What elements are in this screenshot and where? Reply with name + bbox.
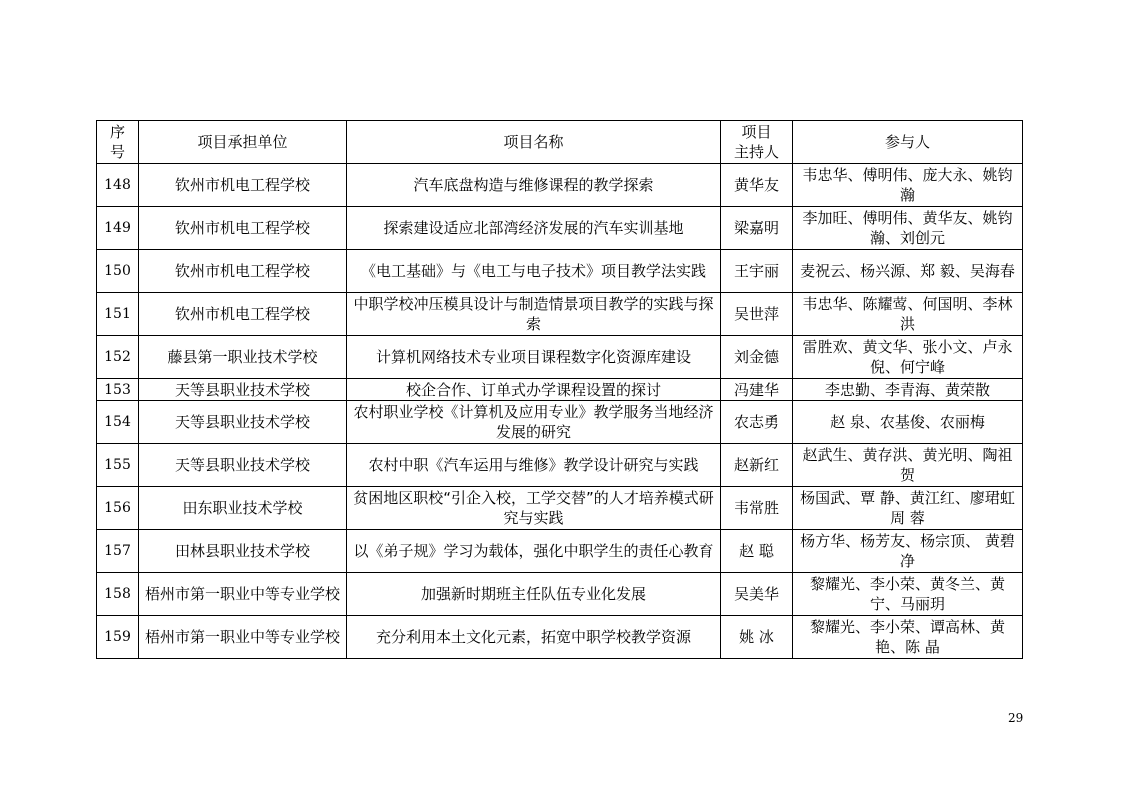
table-row bbox=[97, 573, 1023, 616]
row-project-name: 农村职业学校《计算机及应用专业》教学服务当地经济发展的研究 bbox=[347, 401, 721, 444]
row-participants: 黎耀光、李小荣、谭高林、黄艳、陈 晶 bbox=[793, 616, 1023, 659]
row-seq: 151 bbox=[97, 293, 139, 336]
row-unit: 田林县职业技术学校 bbox=[139, 530, 347, 573]
row-seq: 158 bbox=[97, 573, 139, 616]
row-unit: 藤县第一职业技术学校 bbox=[139, 336, 347, 379]
row-seq: 149 bbox=[97, 207, 139, 250]
row-host: 韦常胜 bbox=[721, 487, 793, 530]
row-project-name: 校企合作、订单式办学课程设置的探讨 bbox=[347, 379, 721, 401]
row-project-name: 加强新时期班主任队伍专业化发展 bbox=[347, 573, 721, 616]
row-project-name: 《电工基础》与《电工与电子技术》项目教学法实践 bbox=[347, 250, 721, 293]
row-unit: 钦州市机电工程学校 bbox=[139, 250, 347, 293]
header-seq: 序 号 bbox=[97, 121, 139, 164]
header-name: 项目名称 bbox=[347, 121, 721, 164]
row-participants: 杨国武、覃 静、黄江红、廖珺虹 周 蓉 bbox=[793, 487, 1023, 530]
row-project-name: 充分利用本土文化元素，拓宽中职学校教学资源 bbox=[347, 616, 721, 659]
row-unit: 梧州市第一职业中等专业学校 bbox=[139, 573, 347, 616]
row-participants: 韦忠华、陈耀莺、何国明、李林洪 bbox=[793, 293, 1023, 336]
table-row bbox=[97, 530, 1023, 573]
row-host: 赵新红 bbox=[721, 444, 793, 487]
row-seq: 154 bbox=[97, 401, 139, 444]
row-project-name: 贫困地区职校“引企入校，工学交替”的人才培养模式研究与实践 bbox=[347, 487, 721, 530]
row-project-name: 以《弟子规》学习为载体，强化中职学生的责任心教育 bbox=[347, 530, 721, 573]
table-row bbox=[97, 164, 1023, 207]
table-row bbox=[97, 401, 1023, 444]
row-host: 冯建华 bbox=[721, 379, 793, 401]
row-host: 赵 聪 bbox=[721, 530, 793, 573]
header-unit: 项目承担单位 bbox=[139, 121, 347, 164]
row-project-name: 中职学校冲压模具设计与制造情景项目教学的实践与探索 bbox=[347, 293, 721, 336]
table-row bbox=[97, 336, 1023, 379]
row-participants: 雷胜欢、黄文华、张小文、卢永倪、何宁峰 bbox=[793, 336, 1023, 379]
row-unit: 天等县职业技术学校 bbox=[139, 379, 347, 401]
table-header-row bbox=[97, 121, 1023, 164]
row-seq: 157 bbox=[97, 530, 139, 573]
row-host: 梁嘉明 bbox=[721, 207, 793, 250]
row-host: 吴世萍 bbox=[721, 293, 793, 336]
header-host: 项目 主持人 bbox=[721, 121, 793, 164]
row-unit: 钦州市机电工程学校 bbox=[139, 293, 347, 336]
row-participants: 黎耀光、李小荣、黄冬兰、黄宁、马丽玥 bbox=[793, 573, 1023, 616]
row-participants: 杨方华、杨芳友、杨宗顶、 黄碧净 bbox=[793, 530, 1023, 573]
row-seq: 159 bbox=[97, 616, 139, 659]
row-unit: 天等县职业技术学校 bbox=[139, 444, 347, 487]
row-seq: 156 bbox=[97, 487, 139, 530]
row-host: 黄华友 bbox=[721, 164, 793, 207]
table-row bbox=[97, 293, 1023, 336]
row-seq: 152 bbox=[97, 336, 139, 379]
row-unit: 钦州市机电工程学校 bbox=[139, 207, 347, 250]
row-project-name: 探索建设适应北部湾经济发展的汽车实训基地 bbox=[347, 207, 721, 250]
row-unit: 天等县职业技术学校 bbox=[139, 401, 347, 444]
row-project-name: 计算机网络技术专业项目课程数字化资源库建设 bbox=[347, 336, 721, 379]
row-seq: 155 bbox=[97, 444, 139, 487]
table-row bbox=[97, 207, 1023, 250]
row-participants: 赵武生、黄存洪、黄光明、陶祖贺 bbox=[793, 444, 1023, 487]
row-unit: 梧州市第一职业中等专业学校 bbox=[139, 616, 347, 659]
table-row bbox=[97, 379, 1023, 401]
table-row bbox=[97, 250, 1023, 293]
row-host: 农志勇 bbox=[721, 401, 793, 444]
row-project-name: 汽车底盘构造与维修课程的教学探索 bbox=[347, 164, 721, 207]
table-row bbox=[97, 444, 1023, 487]
row-participants: 韦忠华、傅明伟、庞大永、姚钧瀚 bbox=[793, 164, 1023, 207]
row-participants: 李忠勤、李青海、黄荣散 bbox=[793, 379, 1023, 401]
row-project-name: 农村中职《汽车运用与维修》教学设计研究与实践 bbox=[347, 444, 721, 487]
row-participants: 麦祝云、杨兴源、郑 毅、吴海春 bbox=[793, 250, 1023, 293]
header-participants: 参与人 bbox=[793, 121, 1023, 164]
table-row bbox=[97, 616, 1023, 659]
row-unit: 田东职业技术学校 bbox=[139, 487, 347, 530]
project-table bbox=[96, 120, 1023, 659]
table-row bbox=[97, 487, 1023, 530]
row-seq: 150 bbox=[97, 250, 139, 293]
row-host: 姚 冰 bbox=[721, 616, 793, 659]
row-host: 王宇丽 bbox=[721, 250, 793, 293]
row-seq: 153 bbox=[97, 379, 139, 401]
row-host: 吴美华 bbox=[721, 573, 793, 616]
row-participants: 赵 泉、农基俊、农丽梅 bbox=[793, 401, 1023, 444]
row-unit: 钦州市机电工程学校 bbox=[139, 164, 347, 207]
row-host: 刘金德 bbox=[721, 336, 793, 379]
row-seq: 148 bbox=[97, 164, 139, 207]
page-number: 29 bbox=[1008, 711, 1024, 725]
row-participants: 李加旺、傅明伟、黄华友、姚钧瀚、刘创元 bbox=[793, 207, 1023, 250]
